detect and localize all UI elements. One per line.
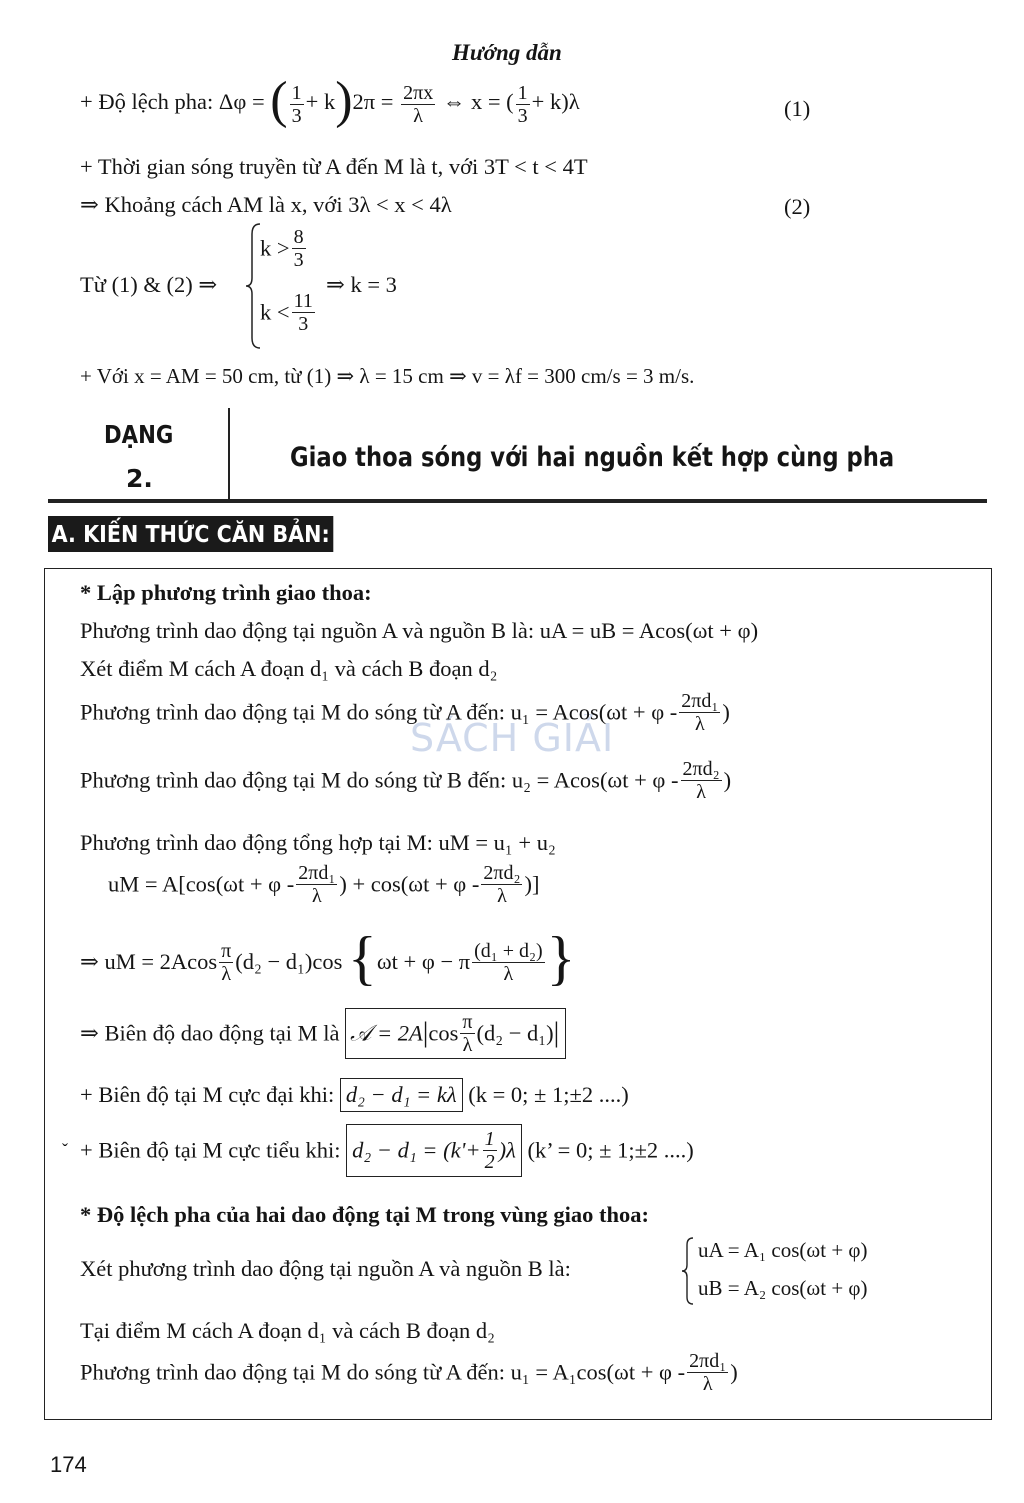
phase-equiv: ⇔ x = ( bbox=[442, 89, 514, 115]
amplitude-box: 𝒜 = 2A|cos $\frac{\pi}{\lambda}$ (d₂ − d₁)| bbox=[345, 1008, 566, 1059]
k-lt-row bbox=[260, 290, 317, 335]
header-divider bbox=[228, 408, 230, 500]
frac-1-2: $\frac{1}{2}$ bbox=[484, 1128, 495, 1173]
margin-mark: ˇ bbox=[62, 1140, 68, 1160]
k-result: ⇒ k = 3 bbox=[326, 272, 397, 297]
form-number: 2. bbox=[126, 464, 153, 493]
phase-mid: + k bbox=[305, 89, 336, 115]
frac-8-3: $\frac{8}{3}$ bbox=[293, 226, 304, 271]
line-point-m-2: Tại điểm M cách A đoạn d₁ và cách B đoạn d₂ bbox=[80, 1318, 495, 1343]
frac-2pid1: $\frac{\text{2πd₁}}{\lambda}$ bbox=[681, 690, 719, 735]
k-lt-label: k < bbox=[260, 299, 290, 325]
line-um-expand: uM = A[cos(ωt + φ - $\frac{\text{2πd₁}}{\lambda}$ ) + cos(ωt + φ - $\frac{\text{2πd₂}}{\lambda}$ )] bbox=[108, 862, 540, 907]
guide-title: Hướng dẫn bbox=[452, 40, 562, 65]
frac-2pid1-b: $\frac{\text{2πd₁}}{\lambda}$ bbox=[298, 862, 336, 907]
line-um-final: ⇒ uM = 2Acos $\frac{\pi}{\lambda}$ (d₂ − d₁)cos {ωt + φ − π $\frac{\text{(d₁ + d₂)}}{\lambda}$ } bbox=[80, 925, 576, 991]
eq-no-2: (2) bbox=[784, 194, 811, 219]
line-sources-general: Xét phương trình dao động tại nguồn A và nguồn B là: bbox=[80, 1256, 571, 1281]
frac-2pid2: $\frac{\text{2πd₂}}{\lambda}$ bbox=[682, 758, 720, 803]
form-title: Giao thoa sóng với hai nguồn kết hợp cùng pha bbox=[290, 442, 895, 473]
frac-pi-lambda-b: $\frac{\pi}{\lambda}$ bbox=[462, 1011, 473, 1056]
k-gt-label: k > bbox=[260, 235, 290, 261]
frac-1-3b: $\frac{1}{3}$ bbox=[517, 81, 528, 127]
watermark: SÁCH GIẢI bbox=[410, 716, 615, 760]
phase-2pi: 2π = bbox=[352, 89, 394, 115]
phase-prefix: + Độ lệch pha: Δφ = bbox=[80, 89, 265, 115]
with-line: + Với x = AM = 50 cm, từ (1) ⇒ λ = 15 cm ⇒ v = λf = 300 cm/s = 3 m/s. bbox=[80, 364, 695, 388]
paren-close: ) bbox=[335, 72, 353, 129]
heading-interference: * Lập phương trình giao thoa: bbox=[80, 580, 372, 605]
frac-2pid1-c: $\frac{\text{2πd₁}}{\lambda}$ bbox=[689, 1350, 727, 1395]
line-source-eq: Phương trình dao động tại nguồn A và nguồn B là: uA = uB = Acos(ωt + φ) bbox=[80, 618, 759, 643]
ua-eq: uA = A₁ cos(ωt + φ) bbox=[698, 1238, 868, 1262]
line-u1: Phương trình dao động tại M do sóng từ A đến: u₁ = Acos(ωt + φ - $\frac{\text{2πd₁}}{\lambda}$ ) bbox=[80, 690, 730, 735]
phase-tail: + k)λ bbox=[531, 89, 580, 115]
frac-d1d2: $\frac{\text{(d₁ + d₂)}}{\lambda}$ bbox=[474, 939, 543, 985]
frac-2pid2-b: $\frac{\text{2πd₂}}{\lambda}$ bbox=[483, 862, 521, 907]
dist-line: ⇒ Khoảng cách AM là x, với 3λ < x < 4λ bbox=[80, 192, 452, 217]
from-prefix: Từ (1) & (2) ⇒ bbox=[80, 272, 218, 297]
heading-phase-diff: * Độ lệch pha của hai dao động tại M trong vùng giao thoa: bbox=[80, 1202, 650, 1227]
brace-open: { bbox=[348, 925, 377, 991]
frac-pi-lambda: $\frac{\pi}{\lambda}$ bbox=[221, 939, 232, 985]
paren-open: ( bbox=[270, 72, 288, 129]
sources-brace bbox=[680, 1236, 696, 1306]
max-condition-box: d₂ − d₁ = kλ bbox=[340, 1078, 463, 1112]
frac-11-3: $\frac{11}{3}$ bbox=[293, 290, 313, 335]
min-condition-box: d₂ − d₁ = (k'+ $\frac{1}{2}$ )λ bbox=[346, 1124, 522, 1177]
frac-2pix: $\frac{2\pi x}{\lambda}$ bbox=[403, 81, 434, 127]
k-gt-row bbox=[260, 226, 308, 271]
line-amplitude: ⇒ Biên độ dao động tại M là 𝒜 = 2A|cos $\frac{\pi}{\lambda}$ (d₂ − d₁)| bbox=[80, 1008, 566, 1059]
eq-no-1: (1) bbox=[784, 96, 811, 121]
line-max: + Biên độ tại M cực đại khi: d₂ − d₁ = kλ (k = 0; ± 1;±2 ....) bbox=[80, 1078, 629, 1112]
section-banner: A. KIẾN THỨC CĂN BẢN: bbox=[48, 516, 333, 552]
time-line: + Thời gian sóng truyền từ A đến M là t, với 3T < t < 4T bbox=[80, 154, 588, 179]
ub-eq: uB = A₂ cos(ωt + φ) bbox=[698, 1276, 868, 1300]
brace-close: } bbox=[546, 925, 576, 991]
line-um-sum: Phương trình dao động tổng hợp tại M: uM = u₁ + u₂ bbox=[80, 830, 556, 855]
line-u2: Phương trình dao động tại M do sóng từ B đến: u₂ = Acos(ωt + φ - $\frac{\text{2πd₂}}{\lambda}$ ) bbox=[80, 758, 732, 803]
line-point-m: Xét điểm M cách A đoạn d₁ và cách B đoạn d₂ bbox=[80, 656, 498, 681]
header-rule bbox=[48, 499, 987, 503]
page-number: 174 bbox=[50, 1452, 87, 1477]
line-u1-general: Phương trình dao động tại M do sóng từ A đến: u₁ = A₁cos(ωt + φ - $\frac{\text{2πd₁}}{\lambda}$ ) bbox=[80, 1350, 738, 1395]
frac-1-3: $\frac{1}{3}$ bbox=[291, 81, 302, 127]
line-min: + Biên độ tại M cực tiểu khi: d₂ − d₁ = (k'+ $\frac{1}{2}$ )λ (k’ = 0; ± 1;±2 ....) bbox=[80, 1124, 694, 1177]
phase-line bbox=[80, 72, 580, 130]
form-label: DẠNG bbox=[104, 420, 174, 449]
